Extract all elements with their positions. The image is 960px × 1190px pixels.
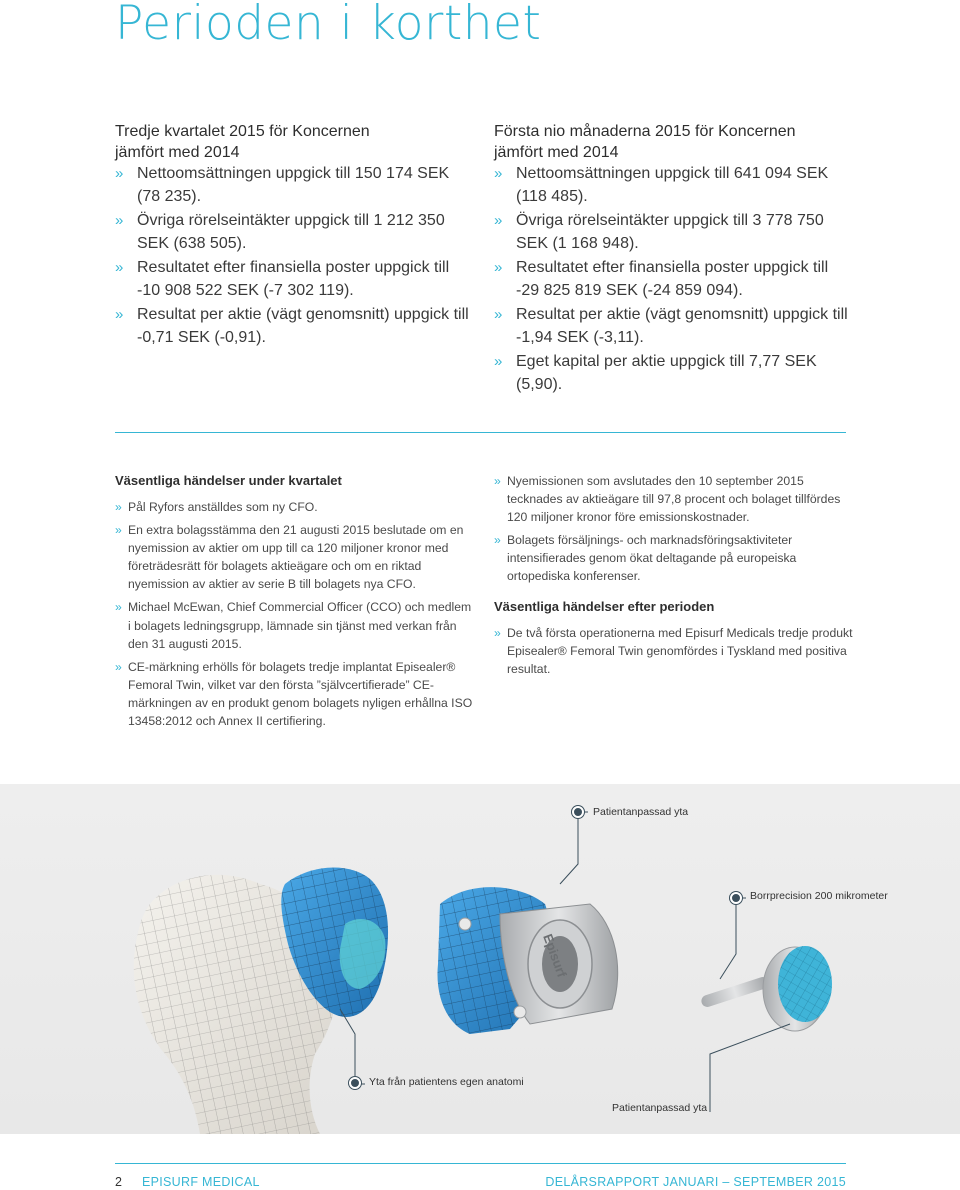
list-item: » En extra bolagsstämma den 21 augusti 2015 beslutade om en nyemission av aktier om upp till ca 120 miljoner kronor med företrädesrätt för bolagets aktieägare och om en riktad nyemission av aktier av serie B till bolagets nya CFO. bbox=[115, 523, 464, 592]
bullet-icon: » bbox=[494, 625, 501, 640]
footer-brand: EPISURF MEDICAL bbox=[142, 1175, 260, 1189]
footer-report-title: DELÅRSRAPPORT JANUARI – SEPTEMBER 2015 bbox=[545, 1175, 846, 1189]
femur-model bbox=[134, 868, 388, 1134]
events-after-list bbox=[494, 624, 854, 678]
page-number: 2 bbox=[115, 1175, 122, 1189]
bullet-icon: » bbox=[494, 165, 503, 182]
events-quarter-continued bbox=[494, 472, 854, 683]
bullet-icon: » bbox=[494, 306, 503, 323]
bullet-icon: » bbox=[494, 259, 503, 276]
bullet-icon: » bbox=[494, 212, 503, 229]
implant-illustration bbox=[0, 784, 960, 1134]
events-after-heading: Väsentliga händelser efter perioden bbox=[494, 598, 715, 614]
bullet-icon: » bbox=[115, 500, 122, 514]
bullet-icon: » bbox=[115, 306, 124, 323]
bullet-icon: » bbox=[115, 600, 122, 615]
bullet-icon: » bbox=[494, 353, 503, 370]
bullet-icon: » bbox=[494, 474, 501, 488]
list-item: » Pål Ryfors anställdes som ny CFO. bbox=[115, 498, 475, 516]
q3-heading-line1: Tredje kvartalet 2015 för Koncernen bbox=[115, 123, 370, 140]
events-quarter-list bbox=[115, 498, 475, 730]
list-item: » Nettoomsättningen uppgick till 641 094 SEK (118 485). bbox=[494, 165, 829, 205]
list-item: » Nettoomsättningen uppgick till 150 174 SEK (78 235). bbox=[115, 165, 450, 205]
nine-months-heading bbox=[494, 121, 854, 163]
callout-dot-icon bbox=[349, 1077, 361, 1089]
callout-dot-icon bbox=[730, 892, 742, 904]
list-item: » Resultatet efter finansiella poster uppgick till -29 825 819 SEK (-24 859 094). bbox=[494, 259, 829, 299]
bullet-icon: » bbox=[115, 659, 122, 674]
q3-heading-line2: jämfört med 2014 bbox=[115, 144, 240, 161]
page-footer bbox=[115, 1163, 846, 1190]
q3-heading bbox=[115, 121, 475, 163]
bullet-icon: » bbox=[115, 165, 124, 182]
callout-own-anatomy: Yta från patientens egen anatomi bbox=[369, 1076, 524, 1088]
guide-label: Episurf bbox=[540, 931, 570, 980]
nine-months-list bbox=[494, 163, 854, 396]
list-item: » Resultat per aktie (vägt genomsnitt) uppgick till -0,71 SEK (-0,91). bbox=[115, 306, 469, 346]
list-item: » Michael McEwan, Chief Commercial Officer (CCO) och medlem i bolagets ledningsgrupp, lämnade sin tjänst med verkan från den 31 augusti 2015. bbox=[115, 600, 472, 651]
page-title: Perioden i korthet bbox=[115, 0, 542, 51]
events-quarter-cont-list bbox=[494, 472, 854, 586]
events-quarter-heading: Väsentliga händelser under kvartalet bbox=[115, 473, 342, 488]
bullet-icon: » bbox=[115, 259, 124, 276]
list-item: » Bolagets försäljnings- och marknadsföringsaktiviteter intensifierades genom ökat deltagande på europeiska ortopediska konferenser. bbox=[494, 533, 797, 584]
callout-patient-surface-top: Patientanpassad yta bbox=[593, 806, 689, 818]
drill-guide-model bbox=[437, 887, 617, 1034]
callout-dot-icon bbox=[572, 806, 584, 818]
bullet-icon: » bbox=[115, 212, 124, 229]
list-item: » Eget kapital per aktie uppgick till 7,77 SEK (5,90). bbox=[494, 353, 817, 393]
callout-patient-surface-bottom: Patientanpassad yta bbox=[612, 1102, 708, 1114]
implant-model bbox=[700, 946, 832, 1031]
bullet-icon: » bbox=[115, 523, 122, 538]
list-item: » CE-märkning erhölls för bolagets tredje implantat Episealer® Femoral Twin, vilket var den första ”självcertifierade” CE-märkningen av en produkt genom bolagets nyligen erhållna ISO 13458:2012 och Annex II certifiering. bbox=[115, 659, 473, 729]
nine-months-heading-line2: jämfört med 2014 bbox=[494, 144, 619, 161]
q3-summary bbox=[115, 121, 475, 351]
q3-list bbox=[115, 163, 475, 349]
list-item: » De två första operationerna med Episurf Medicals tredje produkt Episealer® Femoral Twin genomfördes i Tyskland med positiva resultat. bbox=[494, 625, 853, 676]
nine-months-heading-line1: Första nio månaderna 2015 för Koncernen bbox=[494, 123, 796, 140]
nine-months-summary bbox=[494, 121, 854, 398]
list-item: » Nyemissionen som avslutades den 10 september 2015 tecknades av aktieägare till 97,8 procent och bolaget tillfördes 120 miljoner kronor före emissionskostnader. bbox=[494, 474, 841, 525]
bullet-icon: » bbox=[494, 533, 501, 548]
events-quarter bbox=[115, 472, 475, 735]
section-divider bbox=[115, 432, 846, 433]
list-item: » Övriga rörelseintäkter uppgick till 1 212 350 SEK (638 505). bbox=[115, 212, 445, 252]
callout-drill-precision: Borrprecision 200 mikrometer bbox=[750, 890, 888, 902]
list-item: » Resultatet efter finansiella poster uppgick till -10 908 522 SEK (-7 302 119). bbox=[115, 259, 450, 299]
list-item: » Resultat per aktie (vägt genomsnitt) uppgick till -1,94 SEK (-3,11). bbox=[494, 306, 848, 346]
list-item: » Övriga rörelseintäkter uppgick till 3 778 750 SEK (1 168 948). bbox=[494, 212, 824, 252]
